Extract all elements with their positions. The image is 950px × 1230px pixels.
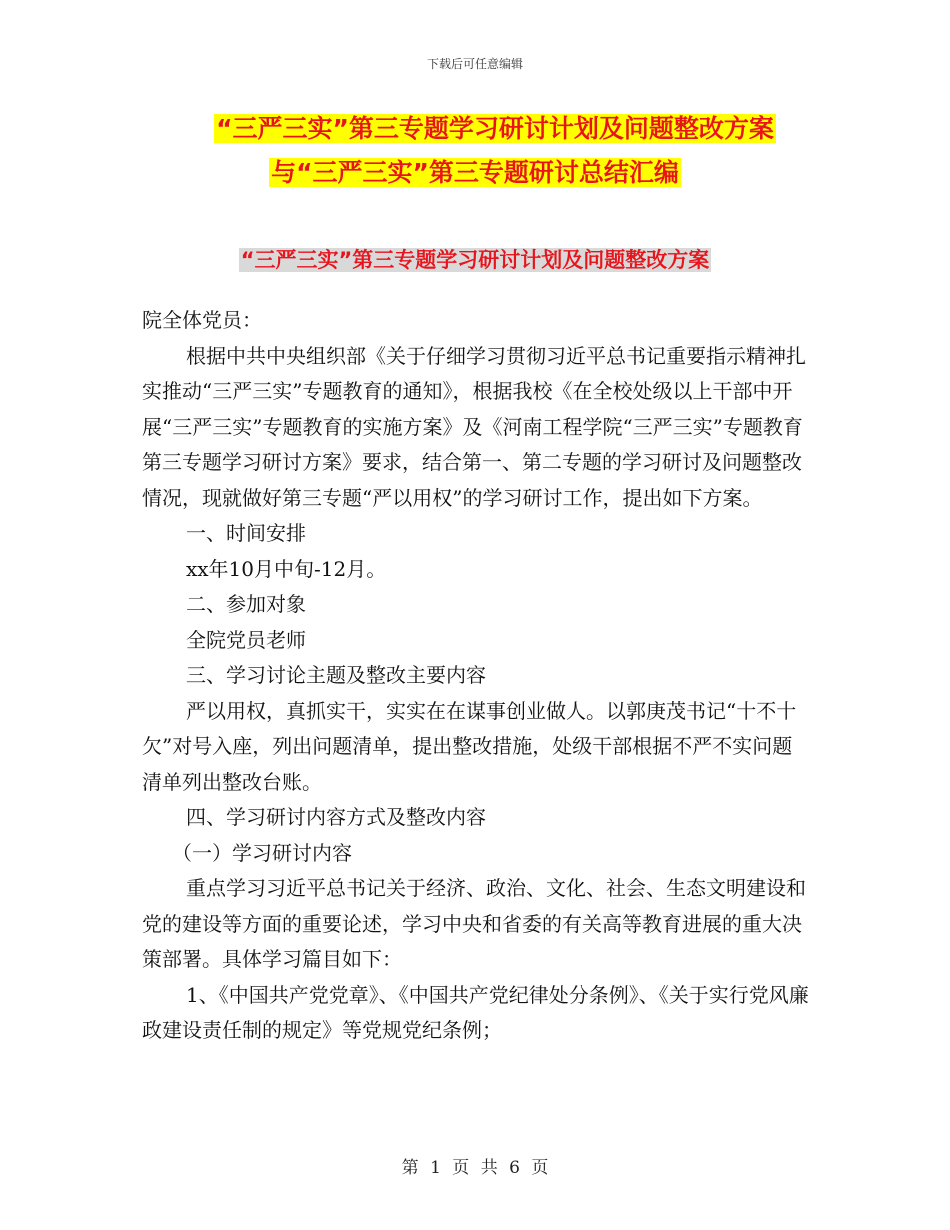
theme-paragraph: 严以用权，真抓实干，实实在在谋事创业做人。以郭庚茂书记“十不十欠”对号入座，列出问题清单，提出整改措施，处级干部根据不严不实问题清单列出整改台账。: [142, 698, 797, 794]
document-title-line-2: [0, 156, 950, 190]
page-footer: 第 1 页 共 6 页: [401, 1158, 549, 1178]
document-title-line-1: [0, 112, 950, 146]
salutation: 院全体党员：: [142, 308, 262, 332]
heading-study-method: 四、学习研讨内容方式及整改内容: [186, 805, 486, 829]
section-title: [0, 245, 950, 275]
document-body: [142, 303, 810, 1049]
heading-theme: 三、学习讨论主题及整改主要内容: [186, 663, 486, 687]
heading-participants: 二、参加对象: [186, 592, 306, 616]
study-paragraph: 重点学习习近平总书记关于经济、政治、文化、社会、生态文明建设和党的建设等方面的重要论述，学习中央和省委的有关高等教育进展的重大决策部署。具体学习篇目如下：: [142, 876, 806, 971]
document-title-line-1-text: “三严三实”第三专题学习研讨计划及问题整改方案: [216, 114, 774, 143]
time-paragraph: xx年10月中旬-12月。: [186, 556, 387, 581]
participants-paragraph: 全院党员老师: [186, 627, 306, 652]
document-title-line-2-text: 与“三严三实”第三专题研讨总结汇编: [271, 158, 679, 187]
header-note: 下载后可任意编辑: [426, 57, 523, 71]
list-item-1: 1、《中国共产党党章》、《中国共产党纪律处分条例》、《关于实行党风廉政建设责任制的规定》等党规党纪条例；: [142, 982, 809, 1042]
subheading-study-content: （一）学习研讨内容: [172, 840, 352, 865]
intro-paragraph: 根据中共中央组织部《关于仔细学习贯彻习近平总书记重要指示精神扎实推动“三严三实”专题教育的通知》，根据我校《在全校处级以上干部中开展“三严三实”专题教育的实施方案》及《河南工程学院“三严三实”专题教育第三专题学习研讨方案》要求，结合第一、第二专题的学习研讨及问题整改情况，现就做好第三专题“严以用权”的学习研讨工作，提出如下方案。: [142, 343, 806, 510]
heading-time-schedule: 一、时间安排: [186, 521, 306, 545]
section-title-text: “三严三实”第三专题学习研讨计划及问题整改方案: [240, 248, 710, 272]
